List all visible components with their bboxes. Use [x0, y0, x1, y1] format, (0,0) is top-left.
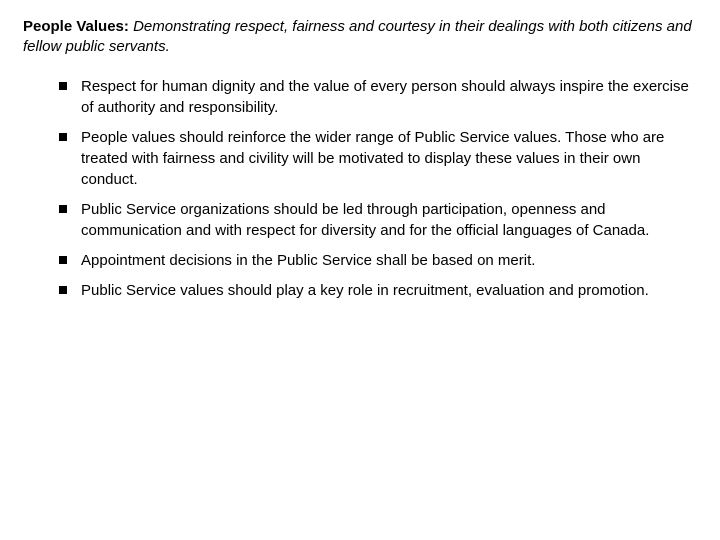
bullet-text: People values should reinforce the wider range of Public Service values. Those who are treated with fairness and civility will be motivated to display these values in their own conduct.	[81, 129, 665, 188]
square-bullet-icon	[59, 82, 67, 90]
bullet-item	[58, 127, 698, 190]
square-bullet-icon	[59, 286, 67, 294]
square-bullet-icon	[59, 256, 67, 264]
bullet-item	[58, 280, 698, 301]
heading-label: People Values:	[23, 18, 129, 35]
bullet-text: Public Service values should play a key role in recruitment, evaluation and promotion.	[81, 282, 649, 299]
bullet-item	[58, 76, 698, 118]
bullet-text: Appointment decisions in the Public Service shall be based on merit.	[81, 252, 536, 269]
section-heading	[23, 17, 703, 57]
square-bullet-icon	[59, 133, 67, 141]
heading-description: Demonstrating respect, fairness and courtesy in their dealings with both citizens and fellow public servants.	[23, 18, 692, 55]
square-bullet-icon	[59, 205, 67, 213]
bullet-text: Respect for human dignity and the value of every person should always inspire the exercise of authority and responsibility.	[81, 78, 689, 116]
bullet-text: Public Service organizations should be led through participation, openness and communication and with respect for diversity and for the official languages of Canada.	[81, 201, 650, 239]
bullet-item	[58, 250, 698, 271]
values-bullet-list	[58, 76, 698, 310]
bullet-item	[58, 199, 698, 241]
